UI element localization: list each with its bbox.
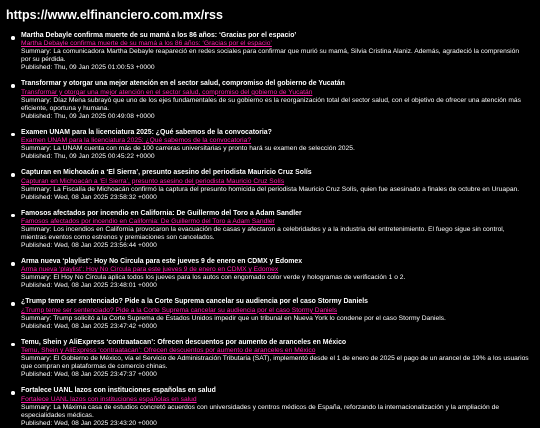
- summary-text: El Hoy No Circula aplica todos los jueves para los autos con engomado color verde y hologramas de verificación 1 o 2.: [53, 274, 406, 282]
- item-published: [21, 371, 530, 379]
- item-summary: [21, 355, 530, 371]
- item-title: ¿Trump teme ser sentenciado? Pide a la Corte Suprema cancelar su audiencia por el caso Stormy Daniels: [21, 298, 368, 306]
- published-date: Wed, 08 Jan 2025 23:47:42 +0000: [54, 322, 157, 330]
- summary-text: El Gobierno de México, vía el Servicio de Administración Tributaria (SAT), implementó desde el 1 de enero de 2025 el pago de un arancel de 19% a los usuarios que compran en plataformas de comercio chinas.: [21, 355, 529, 371]
- published-label: Published:: [21, 371, 55, 379]
- feed-item-list: [6, 32, 530, 428]
- item-link[interactable]: Temu, Shein y AliExpress ‘contraatacan’: Ofrecen descuentos por aumento de aranceles en México: [21, 347, 316, 355]
- published-label: Published:: [21, 193, 55, 201]
- summary-label: Summary:: [21, 48, 54, 56]
- feed-item: [21, 339, 530, 379]
- feed-item: [21, 258, 530, 290]
- published-date: Wed, 08 Jan 2025 23:47:37 +0000: [54, 371, 157, 379]
- item-summary: [21, 274, 530, 282]
- feed-url-heading: https://www.elfinanciero.com.mx/rss: [6, 8, 223, 22]
- item-link[interactable]: Examen UNAM para la licenciatura 2025: ¿Qué sabemos de la convocatoria?: [21, 137, 252, 145]
- item-published: [21, 113, 530, 121]
- published-date: Thu, 09 Jan 2025 00:45:22 +0000: [53, 153, 155, 161]
- item-title: Martha Debayle confirma muerte de su mamá a los 86 años: ‘Gracias por el espacio’: [21, 32, 297, 39]
- item-published: [21, 282, 530, 290]
- item-link[interactable]: Transformar y otorgar una mejor atención en el sector salud, compromiso del gobierno de Yucatán: [21, 88, 313, 96]
- published-label: Published:: [21, 64, 54, 72]
- feed-item: [21, 80, 530, 120]
- item-summary: [21, 315, 530, 323]
- item-link[interactable]: Famosos afectados por incendio en California: De Guillermo del Toro a Adam Sandler: [21, 218, 275, 226]
- summary-text: Díaz Mena subrayó que uno de los ejes fundamentales de su gobierno es la reorganización total del sector salud, con el objetivo de ofrecer una atención más eficiente, oportuna y humana.: [21, 96, 521, 112]
- item-title: Capturan en Michoacán a ‘El Sierra’, presunto asesino del periodista Mauricio Cruz Solís: [21, 169, 312, 177]
- summary-label: Summary:: [21, 403, 54, 411]
- item-title: Temu, Shein y AliExpress ‘contraatacan’: Ofrecen descuentos por aumento de aranceles en México: [21, 338, 347, 346]
- summary-label: Summary:: [21, 226, 54, 234]
- summary-text: La comunicadora Martha Debayle reapareció en redes sociales para confirmar que murió su mamá, Silvia Cristina Alaniz. Además, agradeció la comprensión por su pérdida.: [21, 48, 520, 64]
- published-date: Wed, 08 Jan 2025 23:58:32 +0000: [54, 193, 157, 201]
- published-label: Published:: [21, 419, 55, 427]
- published-label: Published:: [21, 153, 54, 161]
- summary-label: Summary:: [21, 96, 54, 104]
- item-title: Transformar y otorgar una mejor atención en el sector salud, compromiso del gobierno de Yucatán: [21, 80, 345, 88]
- summary-text: La Máxima casa de estudios concretó acuerdos con universidades y centros médicos de España, reforzando la internacionalización y la ampliación de especialidades médicas.: [21, 403, 500, 419]
- summary-label: Summary:: [21, 314, 54, 322]
- feed-item: [21, 32, 530, 72]
- published-date: Wed, 08 Jan 2025 23:56:44 +0000: [54, 242, 157, 250]
- item-published: [21, 323, 530, 331]
- summary-text: Los incendios en California provocaron la evacuación de casas y afectaron a celebridades y a la industria del entretenimiento. El fuego sigue sin control, mientras eventos como estrenos y premiaciones son cancelados.: [21, 226, 505, 242]
- published-label: Published:: [21, 112, 54, 120]
- summary-label: Summary:: [21, 355, 54, 363]
- summary-label: Summary:: [21, 145, 54, 153]
- feed-item: [21, 298, 530, 330]
- item-published: [21, 194, 530, 202]
- item-published: [21, 64, 530, 72]
- summary-label: Summary:: [21, 185, 54, 193]
- published-label: Published:: [21, 242, 55, 250]
- item-title: Famosos afectados por incendio en California: De Guillermo del Toro a Adam Sandler: [21, 209, 302, 217]
- feed-item: [21, 387, 530, 427]
- published-label: Published:: [21, 322, 55, 330]
- item-summary: [21, 145, 530, 153]
- feed-item: [21, 210, 530, 250]
- item-link[interactable]: Arma nueva ‘playlist’: Hoy No Circula para este jueves 9 de enero en CDMX y Edomex: [21, 266, 279, 274]
- item-summary: [21, 186, 530, 194]
- item-published: [21, 242, 530, 250]
- item-published: [21, 420, 530, 428]
- item-summary: [21, 97, 530, 113]
- item-link[interactable]: Fortalece UANL lazos con instituciones españolas en salud: [21, 395, 197, 403]
- item-title: Arma nueva ‘playlist’: Hoy No Circula para este jueves 9 de enero en CDMX y Edomex: [21, 258, 303, 266]
- published-date: Thu, 09 Jan 2025 01:00:53 +0000: [53, 64, 155, 72]
- published-label: Published:: [21, 282, 55, 290]
- summary-text: La Fiscalía de Michoacán confirmó la captura del presunto homicida del periodista Mauricio Cruz Solís, quien fue asesinado a finales de octubre en Uruapan.: [53, 185, 520, 193]
- item-summary: [21, 226, 530, 242]
- summary-text: Trump solicitó a la Corte Suprema de Estados Unidos impedir que un tribunal en Nueva York lo condene por el caso Stormy Daniels.: [53, 314, 446, 322]
- item-summary: [21, 48, 530, 64]
- item-summary: [21, 404, 530, 420]
- item-link[interactable]: Martha Debayle confirma muerte de su mamá a los 86 años: ‘Gracias por el espacio’: [21, 40, 272, 48]
- feed-item: [21, 169, 530, 201]
- item-title: Examen UNAM para la licenciatura 2025: ¿Qué sabemos de la convocatoria?: [21, 128, 272, 136]
- item-link[interactable]: ¿Trump teme ser sentenciado? Pide a la Corte Suprema cancelar su audiencia por el caso Stormy Daniels: [21, 306, 338, 314]
- feed-item: [21, 129, 530, 161]
- published-date: Thu, 09 Jan 2025 00:49:08 +0000: [53, 112, 155, 120]
- published-date: Wed, 08 Jan 2025 23:43:20 +0000: [54, 419, 157, 427]
- published-date: Wed, 08 Jan 2025 23:48:01 +0000: [54, 282, 157, 290]
- item-link[interactable]: Capturan en Michoacán a ‘El Sierra’, presunto asesino del periodista Mauricio Cruz Solís: [21, 177, 285, 185]
- item-published: [21, 153, 530, 161]
- summary-label: Summary:: [21, 274, 54, 282]
- summary-text: La UNAM cuenta con más de 100 carreras universitarias y pronto hará su examen de selección 2025.: [53, 145, 355, 153]
- item-title: Fortalece UANL lazos con instituciones españolas en salud: [21, 387, 216, 395]
